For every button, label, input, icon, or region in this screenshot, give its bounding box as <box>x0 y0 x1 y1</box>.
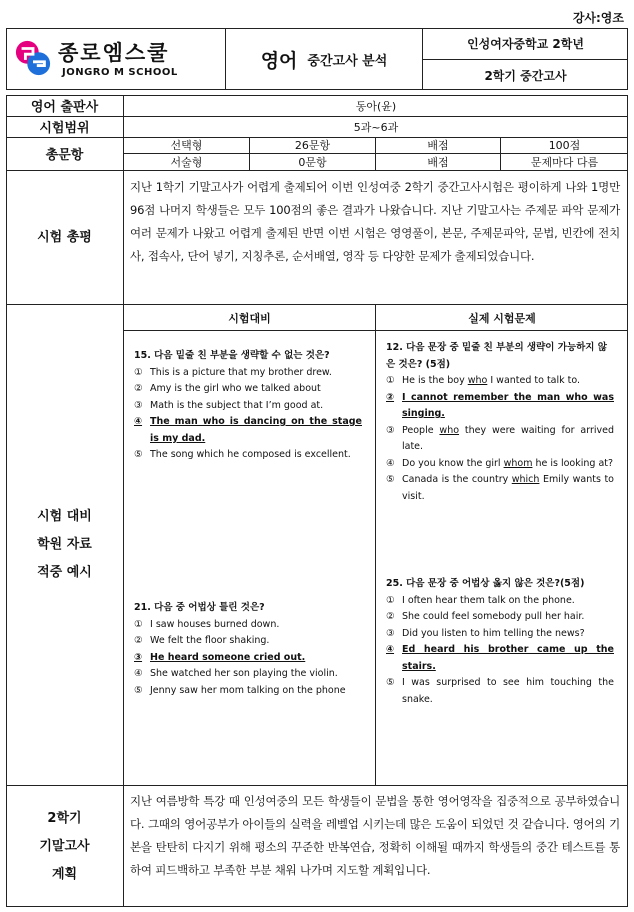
option-text: We felt the floor shaking. <box>150 635 270 646</box>
essay-count: 0문항 <box>298 156 327 169</box>
question-21 <box>134 600 362 699</box>
option-text: Emily wants to visit. <box>402 474 614 502</box>
option-text: Did you listen to him telling the news? <box>402 627 585 639</box>
option-text: I wanted to talk to. <box>487 375 581 386</box>
scope-label: 시험범위 <box>39 121 90 136</box>
school-name: 인성여자중학교 2학년 <box>467 37 584 51</box>
question-stem: 15. 다음 밑줄 친 부분을 생략할 수 없는 것은? <box>134 350 330 361</box>
total-label: 총문항 <box>45 148 84 163</box>
underlined-word: who <box>439 424 460 436</box>
publisher-value: 동아(윤) <box>355 99 397 113</box>
subject-title: 영어 <box>260 49 298 72</box>
option-text: People <box>402 424 440 436</box>
option: ⑤ Canada is the country which Emily wants to visit. <box>386 474 614 502</box>
option: ⑤ The song which he composed is excellent. <box>134 447 362 464</box>
option-text: I was surprised to see him touching the snake. <box>402 677 614 705</box>
option-text: I cannot remember the man who was singing. <box>402 391 614 419</box>
prep-label-line: 학원 자료 <box>37 537 92 552</box>
analysis-title: 중간고사 분석 <box>307 53 388 69</box>
option: ② Amy is the girl who we talked about <box>134 381 362 398</box>
logo <box>14 35 219 85</box>
question-25 <box>386 576 614 708</box>
option-text: Do you know the girl <box>402 457 504 469</box>
option-text: he is looking at? <box>532 457 614 469</box>
plan-label-line: 계획 <box>51 866 78 882</box>
option: ⑤ I was surprised to see him touching the snake. <box>386 675 614 708</box>
option: ④ Do you know the girl whom he is looking at? <box>386 457 614 469</box>
question-15 <box>134 348 362 464</box>
prep-header-line <box>124 330 628 331</box>
prep-col-divider <box>375 305 376 785</box>
logo-icon <box>14 39 52 77</box>
option-text: This is a picture that my brother drew. <box>150 366 332 378</box>
mc-score-label: 배점 <box>427 139 449 152</box>
essay-score-label: 배점 <box>427 156 449 169</box>
question-stem: 21. 다음 중 어법상 틀린 것은? <box>134 602 265 613</box>
option: ① This is a picture that my brother drew. <box>134 365 362 382</box>
option: ④ She watched her son playing the violin. <box>134 666 362 683</box>
answer-option: ④ Ed heard his brother came up the stairs. <box>386 642 614 675</box>
option-text: She watched her son playing the violin. <box>150 668 338 679</box>
option-text: He is the boy <box>402 375 468 386</box>
option: ③ Did you listen to him telling the news? <box>386 626 614 643</box>
option-text: Canada is the country <box>402 474 512 485</box>
mc-count: 26문항 <box>294 139 331 152</box>
plan-text: 지난 여름방학 특강 때 인성여중의 모든 학생들이 문법을 통한 영어영작을 집중적으로 공부하였습니다. 그때의 영어공부가 아이들의 실력을 레벨업 시키는데 많은 도움이 되었던 것 같습니다. 영어의 기본을 탄탄히 다지기 위해 평소의 꾸준한 반복연습, 정확히 이해될 때까지 학생들의 중간 테스트를 통하여 피드백하고 부족한 부분 채워 나가며 지도할 계획입니다. <box>130 794 620 877</box>
plan-label-line: 기말고사 <box>39 838 90 854</box>
option: ③ People who they were waiting for arrived late. <box>386 424 614 452</box>
option: ② We felt the floor shaking. <box>134 633 362 650</box>
left-header: 시험대비 <box>228 311 271 325</box>
option-text: She could feel somebody pull her hair. <box>402 611 585 622</box>
option-text: I often hear them talk on the phone. <box>402 594 575 606</box>
scope-value: 5과~6과 <box>353 120 399 134</box>
brand-english: JONGRO M SCHOOL <box>62 67 178 78</box>
mc-type: 선택형 <box>170 139 203 152</box>
answer-option: ④ The man who is dancing on the stage is my dad. <box>134 414 362 447</box>
exam-term: 2학기 중간고사 <box>484 68 567 83</box>
option-text: Jenny saw her mom talking on the phone <box>150 684 346 696</box>
answer-option: ② I cannot remember the man who was singing. <box>386 390 614 423</box>
prep-label <box>6 305 123 785</box>
prep-label-line: 적중 예시 <box>37 565 92 580</box>
underlined-word: who <box>467 375 488 386</box>
option: ⑤ Jenny saw her mom talking on the phone <box>134 683 362 700</box>
question-stem: 25. 다음 문장 중 어법상 옳지 않은 것은?(5점) <box>386 578 585 589</box>
plan-label-line: 2학기 <box>47 810 82 826</box>
question-stem: 12. 다음 문장 중 밑줄 친 부분의 생략이 가능하지 않은 것은? (5점) <box>386 342 607 370</box>
option-text: The song which he composed is excellent. <box>150 449 351 460</box>
option-text: Amy is the girl who we talked about <box>150 383 321 394</box>
question-12 <box>386 340 614 505</box>
option-text: The man who is dancing on the stage is my dad. <box>150 416 362 444</box>
review-text: 지난 1학기 기말고사가 어렵게 출제되어 이번 인성여중 2학기 중간고사시험은 평이하게 나와 1명만 96점 나머지 학생들은 모두 100점의 좋은 결과가 나왔습니다. 지난 기말고사는 주제문 파악 문제가 여러 문제가 나왔고 어렵게 출제된 반면 이번 시험은 영영풀이, 본문, 주제문파악, 문법, 빈칸에 전치사, 접속사, 단어 넣기, 지칭추론, 순서배열, 영작 등 다양한 문제가 출제되었습니다. <box>130 180 620 263</box>
brand-korean: 종로엠스쿨 <box>58 41 170 65</box>
option: ③ Math is the subject that I’m good at. <box>134 398 362 415</box>
essay-type: 서술형 <box>170 156 203 169</box>
teacher-name: 강사:영조 <box>572 11 624 25</box>
option: ① I often hear them talk on the phone. <box>386 593 614 610</box>
option-text: Ed heard his brother came up the stairs. <box>402 644 614 672</box>
underlined-word: whom <box>503 457 533 469</box>
answer-option: ③ He heard someone cried out. <box>134 650 362 667</box>
header-title <box>226 28 422 90</box>
option: ① He is the boy who I wanted to talk to. <box>386 375 581 386</box>
option-text: He heard someone cried out. <box>150 651 306 663</box>
option-text: Math is the subject that I’m good at. <box>150 399 324 411</box>
review-label: 시험 총평 <box>37 229 92 245</box>
option-text: I saw houses burned down. <box>150 618 280 630</box>
essay-score: 문제마다 다름 <box>530 156 599 169</box>
option: ① I saw houses burned down. <box>134 617 362 634</box>
plan-label <box>6 786 123 907</box>
publisher-label: 영어 출판사 <box>30 100 99 115</box>
right-header: 실제 시험문제 <box>468 311 536 325</box>
prep-label-line: 시험 대비 <box>37 509 92 524</box>
mc-score: 100점 <box>548 139 581 152</box>
underlined-word: which <box>511 474 540 485</box>
option-text: they were waiting for arrived late. <box>402 424 614 452</box>
option: ② She could feel somebody pull her hair. <box>386 609 614 626</box>
